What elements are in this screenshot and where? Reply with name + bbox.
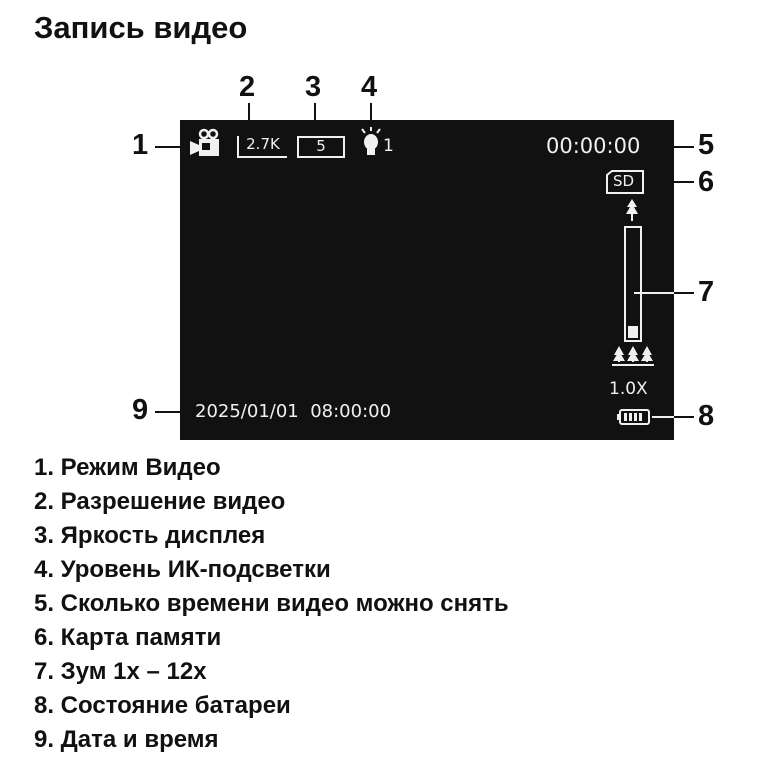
zoom-value: 1.0X (609, 379, 648, 399)
time-remaining: 00:00:00 (546, 134, 641, 158)
legend-item: 8. Состояние батареи (34, 692, 291, 719)
callout-number-9: 9 (132, 394, 149, 426)
page-title: Запись видео (34, 10, 248, 45)
legend-item: 3. Яркость дисплея (34, 522, 266, 549)
callout-number-7: 7 (698, 276, 715, 308)
zoom-wide-trees-icon (612, 345, 654, 367)
legend-item: 5. Сколько времени видео можно снять (34, 590, 509, 617)
leader-line-3 (314, 103, 316, 133)
brightness-indicator: 5 (297, 136, 345, 158)
legend-item: 4. Уровень ИК-подсветки (34, 556, 331, 583)
legend-item: 6. Карта памяти (34, 624, 222, 651)
leader-line-7-outside (674, 292, 694, 294)
callout-number-4: 4 (361, 71, 378, 103)
legend-list (34, 451, 509, 757)
callout-number-2: 2 (239, 71, 256, 103)
legend-item: 1. Режим Видео (34, 454, 221, 481)
sd-card-label: SD (613, 172, 635, 190)
date-time: 2025/01/01 08:00:00 (195, 401, 392, 422)
callout-number-6: 6 (698, 166, 715, 198)
camera-display-screen (180, 120, 674, 440)
video-camera-icon (188, 128, 222, 158)
leader-line-2 (248, 103, 250, 133)
zoom-tele-tree-icon (624, 199, 640, 223)
callout-number-5: 5 (698, 129, 715, 161)
legend-item: 7. Зум 1x – 12x (34, 658, 207, 685)
callout-number-8: 8 (698, 400, 715, 432)
ir-level-value: 1 (383, 136, 394, 156)
leader-line-5 (654, 146, 694, 148)
sd-card-icon (606, 170, 644, 194)
leader-line-9 (155, 411, 193, 413)
leader-line-4 (370, 103, 372, 127)
leader-line-8-outside (674, 416, 694, 418)
zoom-level-fill (628, 326, 638, 338)
leader-line-6 (644, 181, 694, 183)
legend-item: 9. Дата и время (34, 726, 219, 753)
battery-icon (617, 409, 651, 425)
legend-item: 2. Разрешение видео (34, 488, 286, 515)
callout-number-1: 1 (132, 129, 149, 161)
leader-line-1 (155, 146, 188, 148)
ir-lamp-icon (358, 126, 384, 158)
callout-number-3: 3 (305, 71, 322, 103)
resolution-indicator: 2.7K (237, 136, 287, 158)
zoom-level-bar (624, 226, 642, 342)
